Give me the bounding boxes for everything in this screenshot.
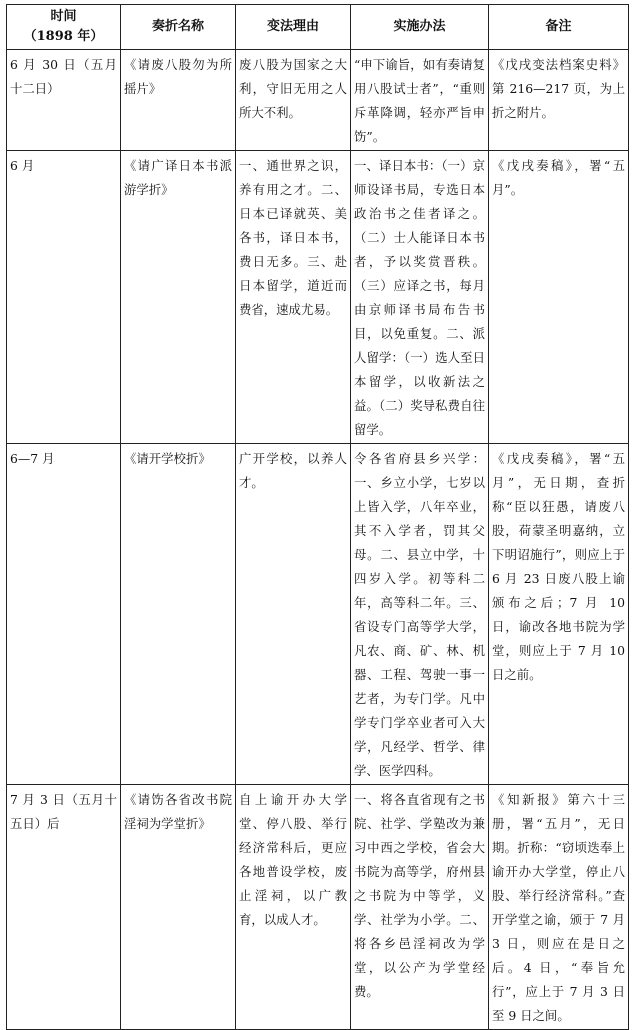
cell-remarks: 《戊戌奏稿》，署“五月”。 bbox=[489, 151, 629, 444]
cell-reform-reason: 广开学校，以养人才。 bbox=[236, 444, 351, 785]
table-row bbox=[7, 50, 629, 151]
cell-reform-reason: 自上谕开办大学堂、停八股、举行经济常科后，更应各地普设学校，废止淫祠，以广教育，以成人才。 bbox=[236, 785, 351, 1030]
header-reform-reason: 变法理由 bbox=[236, 5, 351, 50]
reform-memorials-table bbox=[6, 4, 629, 1030]
cell-memorial-title: 《请广译日本书派游学折》 bbox=[121, 151, 236, 444]
header-implementation: 实施办法 bbox=[351, 5, 489, 50]
table-header-row bbox=[7, 5, 629, 50]
cell-memorial-title: 《请饬各省改书院淫祠为学堂折》 bbox=[121, 785, 236, 1030]
cell-remarks: 《戊戌变法档案史料》第 216—217 页，为上折之附片。 bbox=[489, 50, 629, 151]
cell-implementation: 一、将各直省现有之书院、社学、学塾改为兼习中西之学校，省会大书院为高等学，府州县之书院为中等学，义学、社学为小学。二、将各乡邑淫祠改为学堂，以公产为学堂经费。 bbox=[351, 785, 489, 1030]
cell-time: 7 月 3 日（五月十五日）后 bbox=[7, 785, 121, 1030]
cell-memorial-title: 《请废八股勿为所摇片》 bbox=[121, 50, 236, 151]
cell-time: 6 月 bbox=[7, 151, 121, 444]
table-row bbox=[7, 151, 629, 444]
cell-remarks: 《知新报》第六十三册，署“五月”，无日期。折称：“窃顷迭奉上谕开办大学堂，停止八股、举行经济常科。”查开学堂之谕，颁于 7 月 3 日，则应在是日之后。4 日，“奉旨允行”，应上于 7 月 3 日至 9 日之间。 bbox=[489, 785, 629, 1030]
header-time: 时间 （1898 年） bbox=[7, 5, 121, 50]
cell-remarks: 《戊戌奏稿》，署“五月”，无日期，查折称“臣以狂愚，请废八股，荷蒙圣明嘉纳，立下明诏施行”，则应上于 6 月 23 日废八股上谕颁布之后；7 月 10 日，谕改各地书院为学堂，则应上于 7 月 10 日之前。 bbox=[489, 444, 629, 785]
cell-implementation: 令各省府县乡兴学：一、乡立小学，七岁以上皆入学，八年卒业，其不入学者，罚其父母。二、县立中学，十四岁入学。初等科二年，高等科二年。三、省设专门高等学大学，凡农、商、矿、林、机器、工程、驾驶一事一艺者，为专门学。凡中学专门学卒业者可入大学，凡经学、哲学、律学、医学四科。 bbox=[351, 444, 489, 785]
cell-implementation: “申下谕旨，如有奏请复用八股试士者”，“重则斥革降调，轻亦严旨申饬”。 bbox=[351, 50, 489, 151]
cell-reform-reason: 废八股为国家之大利，守旧无用之人所大不利。 bbox=[236, 50, 351, 151]
table-row bbox=[7, 785, 629, 1030]
cell-time: 6—7 月 bbox=[7, 444, 121, 785]
header-memorial-title: 奏折名称 bbox=[121, 5, 236, 50]
cell-memorial-title: 《请开学校折》 bbox=[121, 444, 236, 785]
table-row bbox=[7, 444, 629, 785]
header-remarks: 备注 bbox=[489, 5, 629, 50]
cell-reform-reason: 一、通世界之识，养有用之才。二、日本已译就英、美各书，译日本书，费日无多。三、赴日本留学，道近而费省，速成尤易。 bbox=[236, 151, 351, 444]
cell-time: 6 月 30 日（五月十二日） bbox=[7, 50, 121, 151]
cell-implementation: 一、译日本书：（一）京师设译书局，专选日本政治书之佳者译之。（二）士人能译日本书者，予以奖赏晋秩。（三）应译之书，每月由京师译书局布告书目，以免重复。二、派人留学：（一）选人至日本留学，以收新法之益。（二）奖导私费自往留学。 bbox=[351, 151, 489, 444]
